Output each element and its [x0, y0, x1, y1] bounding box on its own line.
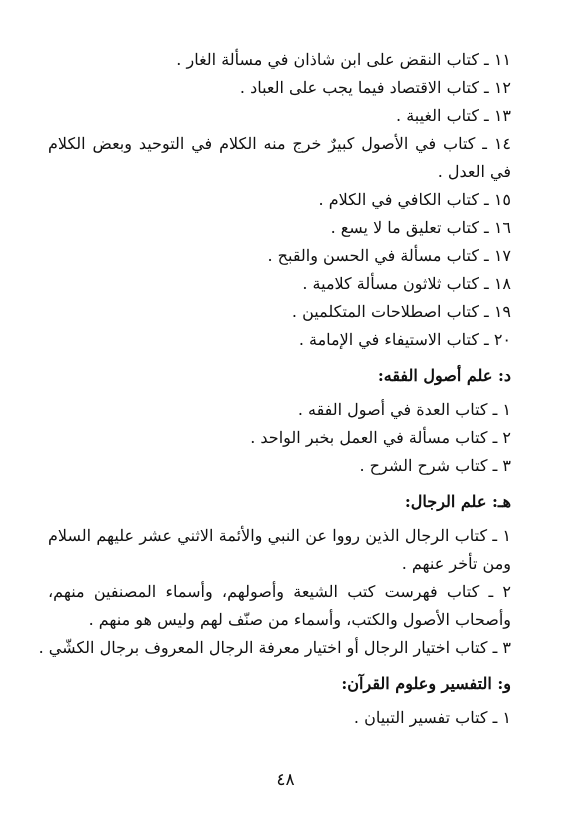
list-item: ١٧ ـ كتاب مسألة في الحسن والقبح . — [267, 246, 511, 265]
list-item: ١٣ ـ كتاب الغيبة . — [396, 106, 511, 125]
section-heading-usul-fiqh: د: علم أصول الفقه: — [377, 366, 511, 385]
list-item: ١٢ ـ كتاب الاقتصاد فيما يجب على العباد . — [239, 78, 511, 97]
list-item: ١ ـ كتاب تفسير التبيان . — [353, 708, 511, 727]
page-body — [38, 46, 511, 732]
list-item: ١٥ ـ كتاب الكافي في الكلام . — [318, 190, 511, 209]
list-item: ١ ـ كتاب الرجال الذين رووا عن النبي والأئمة الاثني عشر عليهم السلام ومن تأخر عنهم . — [48, 526, 511, 573]
list-item: ٢ ـ كتاب مسألة في العمل بخبر الواحد . — [250, 428, 511, 447]
list-item: ١٤ ـ كتاب في الأصول كبيرٌ خرج منه الكلام في التوحيد وبعض الكلام في العدل . — [48, 134, 511, 181]
list-item: ٢ ـ كتاب فهرست كتب الشيعة وأصولهم، وأسماء المصنفين منهم، وأصحاب الأصول والكتب، وأسماء من صنّف لهم وليس هو منهم . — [48, 582, 511, 629]
page-number: ٤٨ — [276, 770, 295, 790]
list-item: ١٨ ـ كتاب ثلاثون مسألة كلامية . — [302, 274, 511, 293]
list-item: ٣ ـ كتاب شرح الشرح . — [359, 456, 511, 475]
list-item: ٣ ـ كتاب اختيار الرجال أو اختيار معرفة الرجال المعروف برجال الكشّي . — [38, 638, 511, 657]
section-heading-rijal: هـ: علم الرجال: — [404, 492, 511, 511]
list-item: ٢٠ ـ كتاب الاستيفاء في الإمامة . — [298, 330, 511, 349]
list-item: ١٦ ـ كتاب تعليق ما لا يسع . — [330, 218, 511, 237]
list-item: ١ ـ كتاب العدة في أصول الفقه . — [297, 400, 511, 419]
list-item: ١٩ ـ كتاب اصطلاحات المتكلمين . — [291, 302, 511, 321]
section-heading-tafsir: و: التفسير وعلوم القرآن: — [341, 674, 511, 693]
list-item: ١١ ـ كتاب النقض على ابن شاذان في مسألة الغار . — [176, 50, 511, 69]
